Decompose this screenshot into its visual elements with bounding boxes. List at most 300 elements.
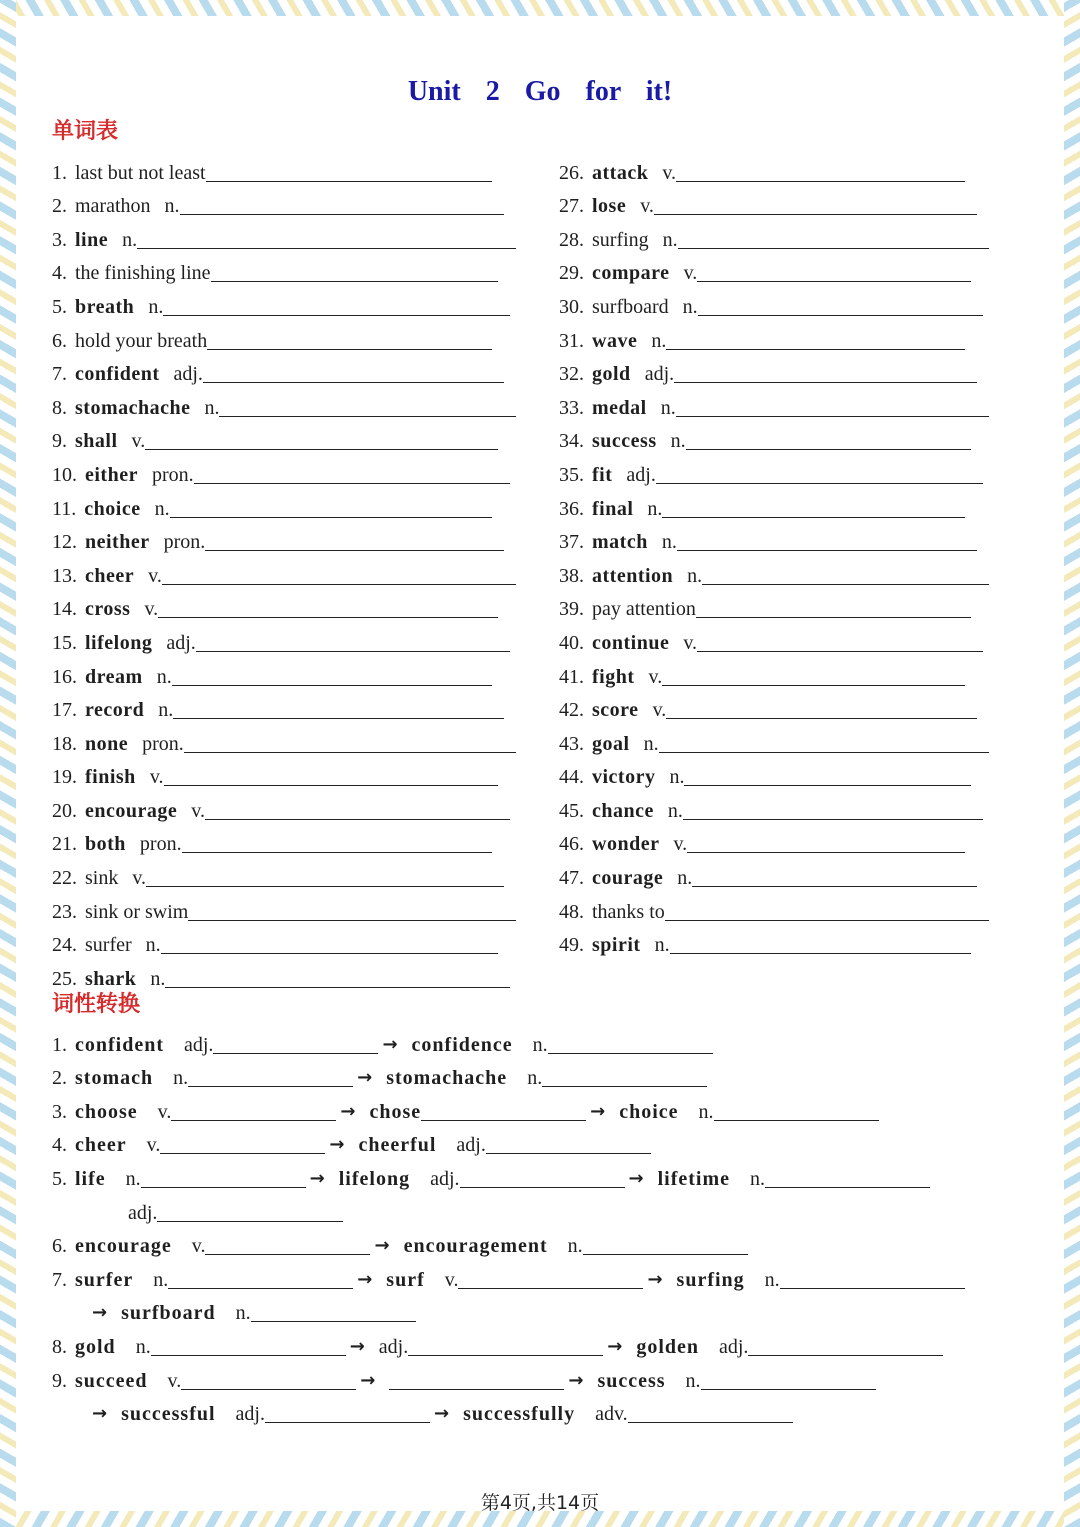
answer-blank[interactable]	[678, 228, 989, 249]
part-of-speech: n.	[148, 295, 164, 318]
vocab-row	[52, 823, 532, 857]
part-of-speech: n.	[173, 1067, 189, 1090]
conversion-word: lifetime	[657, 1167, 731, 1190]
vocab-word: dream	[85, 665, 143, 688]
item-number: 44.	[559, 766, 584, 789]
item-number: 14.	[52, 598, 77, 621]
part-of-speech: n.	[647, 497, 663, 520]
arrow-icon: →	[433, 1403, 450, 1425]
part-of-speech: adj.	[430, 1167, 460, 1190]
answer-blank[interactable]	[265, 1402, 430, 1423]
vocab-row	[52, 756, 532, 790]
answer-blank[interactable]	[137, 228, 516, 249]
conversion-segment	[404, 1234, 748, 1258]
part-of-speech: v.	[157, 1100, 172, 1123]
answer-blank[interactable]	[701, 1369, 876, 1390]
conversion-segment	[75, 1234, 370, 1258]
answer-blank[interactable]	[677, 530, 977, 551]
vocab-word: courage	[592, 867, 664, 890]
item-number: 8.	[52, 396, 67, 419]
part-of-speech: n.	[661, 531, 677, 554]
conversion-word: choice	[619, 1100, 679, 1123]
item-number: 36.	[559, 497, 584, 520]
answer-blank[interactable]	[676, 396, 989, 417]
answer-blank[interactable]	[205, 1234, 370, 1255]
part-of-speech: n.	[150, 967, 166, 990]
vocab-row	[559, 151, 1039, 185]
vocab-word: final	[592, 497, 634, 520]
item-number: 34.	[559, 430, 584, 453]
conversion-segment	[75, 1133, 325, 1157]
conversion-word: success	[597, 1369, 666, 1392]
answer-blank[interactable]	[194, 463, 510, 484]
part-of-speech: n.	[158, 699, 174, 722]
item-number: 46.	[559, 833, 584, 856]
conversion-segment	[386, 1066, 707, 1090]
conversion-segment	[658, 1167, 930, 1191]
vocab-word: score	[592, 699, 639, 722]
conversion-word: choose	[75, 1100, 138, 1123]
answer-blank[interactable]	[196, 631, 510, 652]
part-of-speech: n.	[122, 228, 138, 251]
vocab-word: stomachache	[75, 396, 191, 419]
answer-blank[interactable]	[163, 295, 510, 316]
answer-blank[interactable]	[151, 1335, 346, 1356]
conversion-word: lifelong	[338, 1167, 411, 1190]
item-number: 21.	[52, 833, 77, 856]
arrow-icon: →	[374, 1235, 390, 1257]
vocab-row	[52, 185, 532, 219]
item-number: 24.	[52, 934, 77, 957]
part-of-speech: v.	[167, 1369, 182, 1392]
vocab-row	[559, 185, 1039, 219]
vocab-word: compare	[592, 262, 670, 285]
part-of-speech: n.	[670, 430, 686, 453]
vocab-row	[52, 151, 532, 185]
vocab-word: line	[75, 228, 109, 251]
part-of-speech: adj.	[184, 1033, 214, 1056]
answer-blank[interactable]	[665, 900, 989, 921]
vocab-word: gold	[592, 363, 631, 386]
vocab-word: shark	[85, 967, 137, 990]
vocab-row	[52, 588, 532, 622]
answer-blank[interactable]	[583, 1234, 748, 1255]
part-of-speech: v.	[144, 598, 159, 621]
answer-blank[interactable]	[702, 564, 989, 585]
answer-blank[interactable]	[780, 1268, 965, 1289]
answer-blank[interactable]	[158, 597, 498, 618]
arrow-icon: →	[309, 1167, 325, 1189]
arrow-icon: →	[628, 1167, 644, 1189]
item-number: 2.	[52, 1067, 67, 1090]
item-number: 26.	[559, 161, 584, 184]
conversion-word: surf	[386, 1268, 425, 1291]
vocab-word: success	[592, 430, 657, 453]
answer-blank[interactable]	[666, 698, 977, 719]
vocab-row	[559, 588, 1039, 622]
part-of-speech: adj.	[719, 1335, 749, 1358]
part-of-speech: v.	[640, 195, 654, 218]
conversion-word: cheerful	[358, 1134, 437, 1157]
answer-blank[interactable]	[670, 933, 971, 954]
conversion-word: surfboard	[121, 1302, 216, 1325]
arrow-icon: →	[357, 1268, 373, 1290]
part-of-speech: adj.	[173, 363, 203, 386]
conversion-row	[52, 1359, 1042, 1393]
part-of-speech: n.	[153, 1268, 169, 1291]
item-number: 35.	[559, 463, 584, 486]
conversion-row	[52, 1225, 1042, 1259]
part-of-speech: pron.	[139, 833, 182, 856]
part-of-speech: adv.	[595, 1403, 628, 1426]
answer-blank[interactable]	[181, 1369, 356, 1390]
answer-blank[interactable]	[698, 295, 983, 316]
part-of-speech: n.	[156, 665, 172, 688]
conversion-segment	[75, 1167, 306, 1191]
vocab-row	[559, 252, 1039, 286]
vocab-word: wave	[592, 329, 638, 352]
vocab-word: lifelong	[85, 631, 153, 654]
answer-blank[interactable]	[656, 463, 983, 484]
answer-blank[interactable]	[188, 1066, 353, 1087]
answer-blank[interactable]	[251, 1301, 416, 1322]
vocab-word: choice	[84, 497, 141, 520]
conversion-row	[52, 1393, 1042, 1427]
answer-blank[interactable]	[542, 1066, 707, 1087]
item-number: 41.	[559, 665, 584, 688]
conversion-segment	[463, 1402, 793, 1426]
conversion-segment	[339, 1167, 625, 1191]
vocab-word: confident	[75, 363, 160, 386]
item-number: 30.	[559, 295, 584, 318]
conversion-word: chose	[369, 1100, 422, 1123]
vocab-word: wonder	[592, 833, 660, 856]
conversion-segment	[677, 1268, 965, 1292]
conversion-segment	[412, 1033, 713, 1057]
item-number: 9.	[52, 1369, 67, 1392]
answer-blank[interactable]	[213, 1033, 378, 1054]
part-of-speech: v.	[191, 799, 205, 822]
answer-blank[interactable]	[421, 1100, 586, 1121]
answer-blank[interactable]	[161, 933, 498, 954]
vocab-word: neither	[85, 531, 150, 554]
conversion-word: cheer	[75, 1134, 127, 1157]
item-number: 1.	[52, 1033, 67, 1056]
item-number: 39.	[559, 598, 584, 621]
part-of-speech: v.	[191, 1235, 206, 1258]
conversion-segment	[597, 1369, 875, 1393]
answer-blank[interactable]	[676, 161, 965, 182]
conversion-row	[52, 1157, 1042, 1191]
vocab-word: finish	[85, 766, 136, 789]
answer-blank[interactable]	[203, 362, 504, 383]
answer-blank[interactable]	[765, 1167, 930, 1188]
vocab-row	[559, 756, 1039, 790]
answer-blank[interactable]	[692, 866, 977, 887]
part-of-speech: n.	[154, 497, 170, 520]
conversion-word: gold	[75, 1335, 116, 1358]
item-number: 29.	[559, 262, 584, 285]
answer-blank[interactable]	[683, 799, 983, 820]
item-number: 18.	[52, 732, 77, 755]
vocab-word: chance	[592, 799, 654, 822]
arrow-icon: →	[340, 1100, 356, 1122]
page-footer: 第4页,共14页	[480, 1492, 600, 1514]
part-of-speech: n.	[643, 732, 659, 755]
answer-blank[interactable]	[165, 967, 510, 988]
answer-blank[interactable]	[628, 1402, 793, 1423]
answer-blank[interactable]	[748, 1335, 943, 1356]
part-of-speech: n.	[685, 1369, 701, 1392]
answer-blank[interactable]	[168, 1268, 353, 1289]
vocab-word: breath	[75, 295, 135, 318]
conversion-segment	[75, 1335, 346, 1359]
vocab-row	[559, 453, 1039, 487]
part-of-speech: v.	[148, 564, 162, 587]
answer-blank[interactable]	[654, 194, 977, 215]
answer-blank[interactable]	[173, 698, 504, 719]
answer-blank[interactable]	[180, 194, 504, 215]
answer-blank[interactable]	[674, 362, 977, 383]
vocab-row	[52, 856, 532, 890]
answer-blank[interactable]	[548, 1033, 713, 1054]
part-of-speech: v.	[146, 1134, 161, 1157]
vocab-word: record	[85, 699, 145, 722]
vocab-row	[559, 655, 1039, 689]
item-number: 32.	[559, 363, 584, 386]
answer-blank[interactable]	[207, 329, 492, 350]
answer-blank[interactable]	[170, 497, 492, 518]
item-number: 4.	[52, 1134, 67, 1157]
arrow-icon: →	[382, 1033, 398, 1055]
item-number: 6.	[52, 1235, 67, 1258]
item-number: 22.	[52, 867, 77, 890]
vocab-row	[559, 924, 1039, 958]
vocab-word: cross	[85, 598, 131, 621]
conversion-row	[52, 1057, 1042, 1091]
item-number: 6.	[52, 329, 67, 352]
arrow-icon: →	[92, 1403, 108, 1425]
vocab-row	[559, 521, 1039, 555]
answer-blank[interactable]	[486, 1133, 651, 1154]
answer-blank[interactable]	[458, 1268, 643, 1289]
part-of-speech: n.	[145, 934, 161, 957]
vocab-row	[52, 218, 532, 252]
item-number: 2.	[52, 195, 67, 218]
vocab-word: medal	[592, 396, 647, 419]
arrow-icon: →	[92, 1302, 108, 1324]
answer-blank[interactable]	[182, 832, 492, 853]
part-of-speech: n.	[204, 396, 220, 419]
arrow-icon: →	[647, 1268, 663, 1290]
part-of-speech: n.	[750, 1167, 766, 1190]
decorative-border-right	[1064, 0, 1080, 1527]
item-number: 5.	[52, 295, 67, 318]
item-number: 45.	[559, 799, 584, 822]
conversion-row	[52, 1325, 1042, 1359]
part-of-speech: adj.	[456, 1134, 486, 1157]
answer-blank[interactable]	[164, 765, 498, 786]
decorative-border-left	[0, 0, 16, 1527]
conversion-segment	[128, 1201, 343, 1225]
vocab-word: hold your breath	[75, 329, 208, 352]
answer-blank[interactable]	[184, 732, 516, 753]
part-of-speech: v.	[673, 833, 688, 856]
part-of-speech: adj.	[128, 1201, 158, 1224]
item-number: 12.	[52, 531, 77, 554]
vocab-row	[52, 420, 532, 454]
answer-blank[interactable]	[662, 497, 965, 518]
vocab-word: fight	[592, 665, 635, 688]
conversion-word: stomach	[75, 1067, 154, 1090]
vocab-row	[559, 487, 1039, 521]
part-of-speech: n.	[567, 1235, 583, 1258]
conversion-word: successfully	[463, 1403, 576, 1426]
vocab-word: surfing	[592, 228, 649, 251]
answer-blank[interactable]	[687, 832, 965, 853]
answer-blank[interactable]	[211, 261, 498, 282]
part-of-speech: adj.	[166, 631, 196, 654]
answer-blank[interactable]	[696, 597, 971, 618]
vocab-row	[52, 252, 532, 286]
vocab-row	[52, 655, 532, 689]
conversion-row	[52, 1191, 1042, 1225]
vocab-row	[559, 353, 1039, 387]
vocab-word: surfboard	[592, 295, 669, 318]
vocab-list-right	[559, 151, 1039, 957]
answer-blank[interactable]	[188, 900, 516, 921]
vocab-row	[52, 924, 532, 958]
answer-blank[interactable]	[205, 799, 510, 820]
conversion-segment	[75, 1268, 353, 1292]
vocab-row	[559, 856, 1039, 890]
answer-blank[interactable]	[686, 429, 971, 450]
conversion-word: stomachache	[386, 1067, 508, 1090]
answer-blank[interactable]	[408, 1335, 603, 1356]
conversion-segment	[379, 1335, 603, 1359]
vocab-word: victory	[592, 766, 656, 789]
part-of-speech: n.	[654, 934, 670, 957]
conversion-word: surfing	[676, 1268, 745, 1291]
conversion-row	[52, 1023, 1042, 1057]
item-number: 43.	[559, 732, 584, 755]
answer-blank[interactable]	[697, 631, 983, 652]
vocab-row	[52, 285, 532, 319]
answer-blank[interactable]	[171, 1100, 336, 1121]
vocab-word: surfer	[85, 934, 132, 957]
answer-blank[interactable]	[460, 1167, 625, 1188]
part-of-speech: adj.	[235, 1403, 265, 1426]
conversion-segment	[75, 1369, 356, 1393]
vocab-word: the finishing line	[75, 262, 211, 285]
vocab-row	[52, 453, 532, 487]
vocab-word: continue	[592, 631, 670, 654]
part-of-speech: v.	[132, 867, 147, 890]
vocab-row	[559, 722, 1039, 756]
item-number: 17.	[52, 699, 77, 722]
item-number: 23.	[52, 900, 77, 923]
conversion-word: surfer	[75, 1268, 134, 1291]
answer-blank[interactable]	[160, 1133, 325, 1154]
conversion-section-heading: 词性转换	[52, 992, 141, 1017]
answer-blank[interactable]	[666, 329, 965, 350]
item-number: 3.	[52, 228, 67, 251]
conversion-row	[52, 1258, 1042, 1292]
part-of-speech: v.	[683, 262, 698, 285]
answer-blank[interactable]	[162, 564, 516, 585]
answer-blank[interactable]	[145, 429, 498, 450]
vocab-word: marathon	[75, 195, 151, 218]
item-number: 15.	[52, 631, 77, 654]
vocab-word: lose	[592, 195, 627, 218]
conversion-word: successful	[121, 1403, 216, 1426]
answer-blank[interactable]	[697, 261, 971, 282]
conversion-row	[52, 1090, 1042, 1124]
conversion-word: golden	[636, 1335, 699, 1358]
item-number: 42.	[559, 699, 584, 722]
item-number: 25.	[52, 967, 77, 990]
conversion-word: encourage	[75, 1235, 172, 1258]
vocab-row	[52, 319, 532, 353]
item-number: 28.	[559, 228, 584, 251]
vocab-row	[559, 689, 1039, 723]
vocab-row	[559, 218, 1039, 252]
item-number: 16.	[52, 665, 77, 688]
vocab-row	[559, 823, 1039, 857]
vocab-row	[559, 420, 1039, 454]
arrow-icon: →	[357, 1067, 373, 1089]
answer-blank[interactable]	[219, 396, 516, 417]
answer-blank[interactable]	[146, 866, 504, 887]
item-number: 20.	[52, 799, 77, 822]
item-number: 27.	[559, 195, 584, 218]
vocab-word: attack	[592, 161, 649, 184]
conversion-segment	[389, 1369, 564, 1393]
part-of-speech: n.	[669, 766, 685, 789]
vocab-row	[52, 521, 532, 555]
vocab-row	[52, 890, 532, 924]
conversion-segment	[75, 1100, 336, 1124]
answer-blank[interactable]	[659, 732, 989, 753]
item-number: 5.	[52, 1167, 67, 1190]
item-number: 11.	[52, 497, 77, 520]
answer-blank[interactable]	[205, 530, 504, 551]
item-number: 10.	[52, 463, 77, 486]
answer-blank[interactable]	[172, 665, 492, 686]
answer-blank[interactable]	[389, 1369, 564, 1390]
vocab-word: sink or swim	[85, 900, 189, 923]
vocab-word: shall	[75, 430, 118, 453]
item-number: 47.	[559, 867, 584, 890]
conversion-segment	[369, 1100, 586, 1124]
item-number: 3.	[52, 1100, 67, 1123]
vocab-row	[52, 554, 532, 588]
part-of-speech: n.	[698, 1100, 714, 1123]
vocab-row	[559, 319, 1039, 353]
part-of-speech: v.	[662, 161, 677, 184]
part-of-speech: n.	[660, 396, 676, 419]
vocab-word: cheer	[85, 564, 135, 587]
answer-blank[interactable]	[684, 765, 971, 786]
answer-blank[interactable]	[714, 1100, 879, 1121]
answer-blank[interactable]	[157, 1201, 343, 1222]
answer-blank[interactable]	[206, 161, 492, 182]
vocab-list-left	[52, 151, 532, 991]
vocab-row	[559, 621, 1039, 655]
vocab-row	[52, 386, 532, 420]
answer-blank[interactable]	[662, 665, 965, 686]
answer-blank[interactable]	[141, 1167, 306, 1188]
